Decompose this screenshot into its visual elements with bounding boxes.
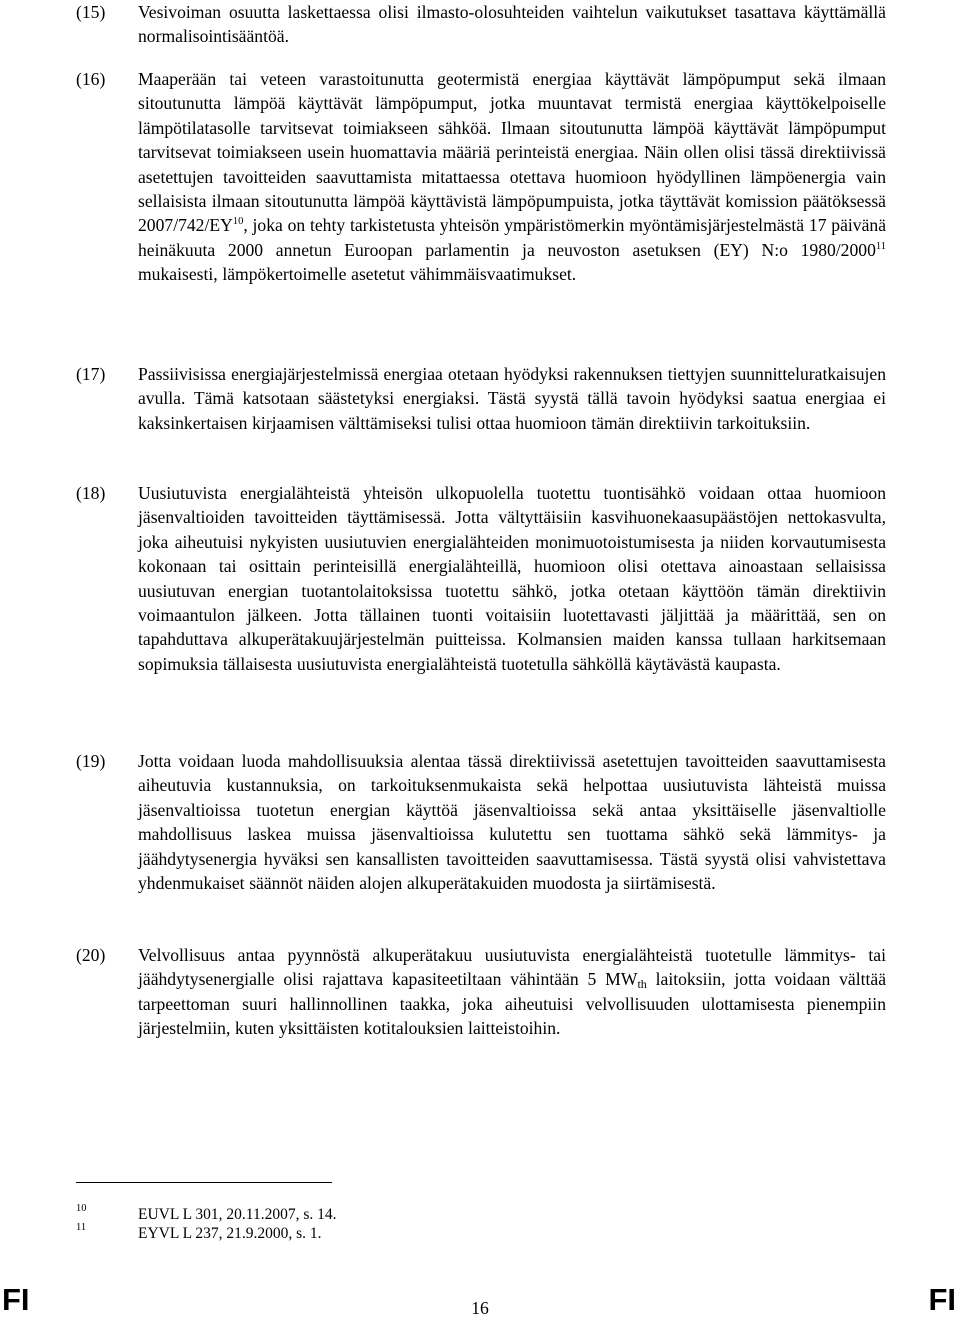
footnote-mark: 11 (76, 1222, 87, 1233)
paragraph-15 (76, 0, 886, 49)
footnote-mark: 10 (76, 1203, 87, 1214)
paragraph-text: Vesivoiman osuutta laskettaessa olisi ilmasto-olosuhteiden vaihtelun vaikutukset tasattava käyttämällä normalisointisääntöä. (138, 2, 886, 47)
paragraph-16 (76, 67, 886, 287)
paragraph-text (138, 67, 886, 287)
paragraph-text: Uusiutuvista energialähteistä yhteisön ulkopuolella tuotettu tuontisähkö voidaan ottaa huomioon jäsenvaltioiden tavoitteiden täyttämisessä. Jotta vältyttäisiin kasvihuonekaasupäästöjen nettokasvulta, joka aiheutuisi nykyisten uusiutuvien energialähteiden monimuotoistumisesta ja niiden korvautumisesta kokonaan tai osittain perinteisillä energialähteillä, huomioon olisi otettava ainoastaan sellaisissa uusiutuvan energian tuotantolaitoksissa tuotettu sähkö, jotka otetaan käyttöön tämän direktiivin voimaantulon jälkeen. Jotta tällainen tuonti voitaisiin luotettavasti jäljittää ja määrittää, sen on tapahduttava alkuperätakuujärjestelmän puitteissa. Kolmansien maiden kanssa tullaan harkitsemaan sopimuksia tällaisesta uusiutuvista energialähteistä tuotetulla sähköllä käytävästä kaupasta. (138, 483, 886, 674)
paragraph-text-part: , joka on tehty tarkistetusta yhteisön ympäristömerkin myöntämisjärjestelmästä 17 päivänä heinäkuuta 2000 annetun Euroopan parlamentin ja neuvoston asetuksen (EY) N:o 1980/2000 (138, 215, 886, 260)
footnote-10 (76, 1203, 576, 1224)
paragraph-number: (17) (76, 364, 106, 384)
paragraph-number: (16) (76, 69, 106, 89)
language-code-right: FI (928, 1282, 956, 1317)
paragraph-number: (20) (76, 945, 106, 965)
footnote-text: EYVL L 237, 21.9.2000, s. 1. (138, 1225, 322, 1242)
footnote-reference-11[interactable]: 11 (875, 240, 886, 252)
footnote-separator (76, 1182, 332, 1183)
footnote-reference-10[interactable]: 10 (232, 216, 244, 228)
paragraph-text: Passiivisissa energiajärjestelmissä energiaa otetaan hyödyksi rakennuksen tiettyjen suunnitteluratkaisujen avulla. Tämä katsotaan säästetyksi energiaksi. Tästä syystä tällä tavoin hyödyksi saatua energiaa ei kaksinkertaisen kirjaamisen välttämiseksi tulisi ottaa huomioon tämän direktiivin tarkoituksiin. (138, 364, 886, 433)
footnote-11 (76, 1222, 576, 1243)
paragraph-text (138, 943, 886, 1041)
footnote-text: EUVL L 301, 20.11.2007, s. 14. (138, 1206, 337, 1223)
page-number: 16 (471, 1298, 489, 1318)
paragraph-19 (76, 749, 886, 895)
paragraph-text-part: Velvollisuus antaa pyynnöstä alkuperätakuu uusiutuvista energialähteistä tuotetulle lämmitys- tai jäähdytysenergialle olisi rajattava kapasiteetiltaan vähintään 5 MW (138, 945, 886, 990)
paragraph-text-part: mukaisesti, lämpökertoimelle asetetut vähimmäisvaatimukset. (138, 264, 577, 285)
paragraph-number: (19) (76, 751, 106, 771)
paragraph-text: Jotta voidaan luoda mahdollisuuksia alentaa tässä direktiivissä asetettujen tavoitteiden saavuttamisesta aiheutuvia kustannuksia, on tarkoituksenmukaista sekä helpottaa uusiutuvista lähteistä muissa jäsenvaltioissa tuotetun energian käyttöä jäsenvaltioissa sekä antaa yksittäiselle jäsenvaltiolle mahdollisuus laskea muissa jäsenvaltioissa kulutettu sen tuottama sähkö sekä lämmitys- ja jäähdytysenergia hyväksi sen kansallisten tavoitteiden saavuttamisessa. Tästä syystä olisi vahvistettava yhdenmukaiset säännöt näiden alojen alkuperätakuiden muodosta ja siirtämisestä. (138, 751, 886, 894)
subscript-th: th (637, 977, 647, 992)
language-code-left: FI (2, 1282, 30, 1317)
paragraph-18 (76, 481, 886, 676)
paragraph-20 (76, 943, 886, 1041)
paragraph-number: (15) (76, 2, 106, 22)
paragraph-text-part: laitoksiin, jotta voidaan välttää tarpeettoman suuri hallinnollinen taakka, joka aiheutuisi velvollisuuden ulottamisesta pienempiin järjestelmiin, kuten yksittäisten kotitalouksien laitteistoihin. (138, 969, 887, 1039)
paragraph-text-part: Maaperään tai veteen varastoitunutta geotermistä energiaa käyttävät lämpöpumput sekä ilmaan sitoutunutta lämpöä käyttävät lämpöpumput, jotka muuntavat termistä energiaa käyttökelpoiselle lämpötilatasolle tarvitsevat toimiakseen sähköä. Ilmaan sitoutunutta lämpöä käyttävät lämpöpumput tarvitsevat toimiakseen usein huomattavia määriä perinteistä energiaa. Näin ollen olisi tässä direktiivissä asetettujen tavoitteiden saavuttamista mitattaessa otettava huomioon hyödyllinen lämpöenergia vain sellaisista ilmaan sitoutunutta lämpöä käyttävistä lämpöpumpuista, jotka täyttävät komission päätöksessä 2007/742/EY (138, 69, 886, 236)
paragraph-number: (18) (76, 483, 106, 503)
paragraph-17 (76, 362, 886, 435)
